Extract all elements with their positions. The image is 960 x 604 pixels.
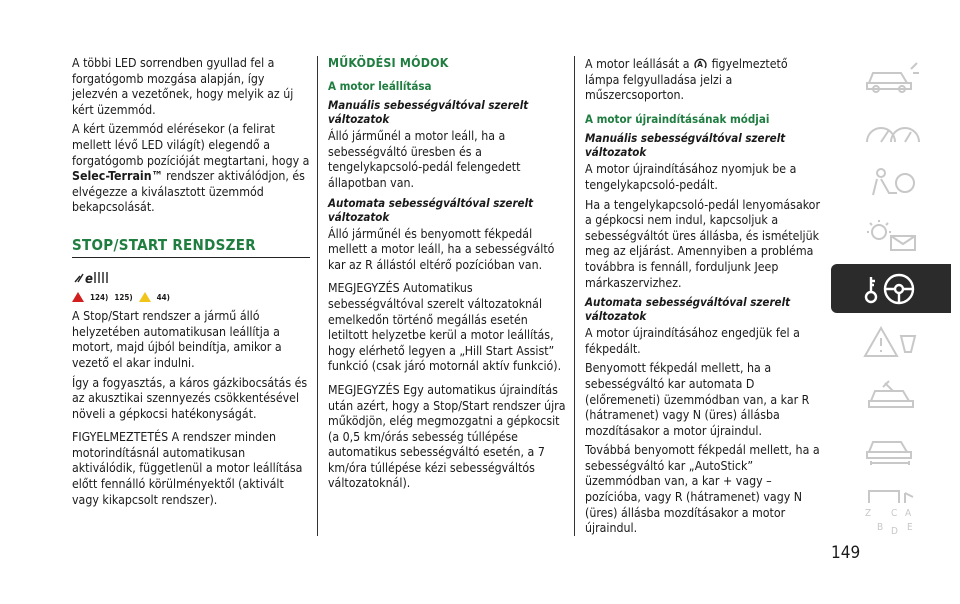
column-left	[72, 56, 310, 512]
page-number: 149	[831, 543, 861, 563]
section-heading-modes: MŰKÖDÉSI MÓDOK	[328, 56, 449, 70]
tab-lights[interactable]	[831, 211, 951, 260]
tab-dashboard[interactable]	[831, 105, 951, 154]
tab-service[interactable]	[831, 370, 951, 419]
column-middle	[328, 56, 566, 496]
tab-car-overview[interactable]	[831, 52, 951, 101]
subheading: A motor újraindításának módjai	[585, 111, 770, 126]
warning-references	[72, 290, 310, 306]
column-divider	[317, 56, 318, 536]
dashboard-gauge-icon	[861, 112, 921, 148]
index-letter: D	[891, 526, 898, 537]
subheading-italic: Manuális sebességváltóval szerelt változatok	[585, 131, 786, 160]
text: A motor leállását a	[585, 57, 694, 71]
paragraph: A motor újraindításához engedjük fel a fékpedált.	[585, 326, 800, 356]
paragraph: MEGJEGYZÉS Automatikus sebességváltóval szerelt változatoknál emelkedőn történő megállás esetén letiltott helyzetbe kerül a motor leállítás, hogy elérhető legyen a „Hill Start Assist” funkció (csak járó motornál aktív funkció).	[328, 281, 562, 374]
ref-label: 125)	[114, 292, 133, 302]
tab-starting-driving[interactable]	[831, 264, 951, 313]
paragraph: Álló járműnél és benyomott fékpedál mellett a motor leáll, ha a sebességváltó kar az R állástól eltérő pozícióban van.	[328, 226, 555, 272]
warning-triangle-icon	[861, 324, 921, 360]
paragraph: Álló járműnél a motor leáll, ha a sebességváltó üresben és a tengelykapcsoló-pedál felengedett állapotban van.	[328, 129, 521, 190]
paragraph: Továbbá benyomott fékpedál mellett, ha a sebességváltó kar „AutoStick” üzemmódban van, a kar + vagy – pozícióba, vagy R (hátramenet) vagy N (üres) állásba mozdításakor a motor újraindul.	[585, 443, 820, 536]
paragraph: Ha a tengelykapcsoló-pedál lenyomásakor a gépkocsi nem indul, kapcsoljuk a sebességváltót üres állásba, és ismételjük meg az eljárást. Amennyiben a probléma továbbra is fennáll, forduljunk Jeep márkaszervizhez.	[585, 197, 820, 290]
svg-text:e: e	[85, 271, 93, 286]
paragraph: FIGYELMEZTETÉS A rendszer minden motorindításnál automatikusan aktiválódik, függetlenül a motor leállítása előtt fennálló körülményektől (aktivált vagy kikapcsolt rendszer).	[72, 430, 303, 507]
section-heading-stop-start: STOP/START RENDSZER	[72, 238, 310, 258]
tab-safety[interactable]	[831, 158, 951, 207]
caution-triangle-icon	[139, 292, 151, 302]
text: A kért üzemmód elérésekor (a felirat mellett lévő LED világít) elegendő a forgatógomb pozícióját megtartani, hogy a	[72, 122, 310, 168]
ref-label: 124)	[90, 292, 109, 302]
selec-terrain-label: Selec-Terrain™	[72, 169, 163, 184]
subheading-italic: Manuális sebességváltóval szerelt változatok	[328, 98, 529, 127]
column-right	[585, 56, 825, 541]
subheading-italic: Automata sebességváltóval szerelt változatok	[585, 295, 791, 324]
text: rendszer aktiválódjon, és elvégezze a kiválasztott üzemmód bekapcsolását.	[72, 169, 305, 215]
index-letter: E	[907, 522, 913, 533]
specs-car-icon	[861, 430, 921, 466]
paragraph: A motor újraindításához nyomjuk be a tengelykapcsoló-pedált.	[585, 162, 797, 192]
paragraph: A Stop/Start rendszer a jármű álló helyzetében automatikusan leállítja a motort, majd újból beindítja, amikor a vezető el akar indulni.	[72, 309, 282, 370]
stop-start-icon	[72, 268, 112, 286]
index-letters-icon	[861, 504, 921, 538]
auto-stop-indicator-icon	[693, 56, 708, 71]
stop-start-icons	[72, 268, 310, 286]
svg-text:A: A	[697, 60, 703, 69]
tab-specifications[interactable]	[831, 423, 951, 472]
paragraph	[72, 122, 310, 216]
ref-label: 44)	[156, 292, 170, 302]
text: figyelmeztető lámpa felgyulladása jelzi a műszercsoporton.	[585, 57, 788, 103]
paragraph: MEGJEGYZÉS Egy automatikus újraindítás után azért, hogy a Stop/Start rendszer újra működjön, elég megmozgatni a gépkocsit (a 0,5 km/órás sebesség túllépése automatikus sebességváltó esetén, a 7 km/óra túllépése kézi sebességváltós változatoknál).	[328, 382, 566, 491]
warning-triangle-icon	[72, 292, 84, 302]
lights-mail-icon	[861, 218, 921, 254]
index-letter: Z	[865, 508, 872, 519]
car-overview-icon	[861, 59, 921, 95]
subheading-italic: Automata sebességváltóval szerelt változatok	[328, 195, 534, 224]
paragraph: Benyomott fékpedál mellett, ha a sebességváltó kar automata D (előremeneti) üzemmódban van, a kar R (hátramenet) vagy N (üres) állásba mozdításakor a motor újraindul.	[585, 361, 810, 438]
index-letter: B	[877, 522, 884, 533]
index-letter: A	[905, 508, 912, 519]
column-divider	[574, 56, 575, 536]
paragraph	[585, 56, 825, 104]
subheading: A motor leállítása	[328, 78, 432, 93]
tab-index[interactable]	[831, 503, 951, 539]
paragraph: Így a fogyasztás, a káros gázkibocsátás és az akusztikai szennyezés csökkentésével növeli a gépkocsi hatékonyságát.	[72, 375, 308, 421]
safety-airbag-icon	[861, 165, 921, 201]
paragraph: A többi LED sorrendben gyullad fel a forgatógomb mozgása alapján, így jelezvén a vezetőnek, hogy melyik az új kért üzemmód.	[72, 56, 294, 117]
tab-emergency[interactable]	[831, 317, 951, 366]
index-letter: C	[891, 508, 898, 519]
key-steering-wheel-icon	[861, 269, 921, 309]
service-car-icon	[861, 377, 921, 413]
